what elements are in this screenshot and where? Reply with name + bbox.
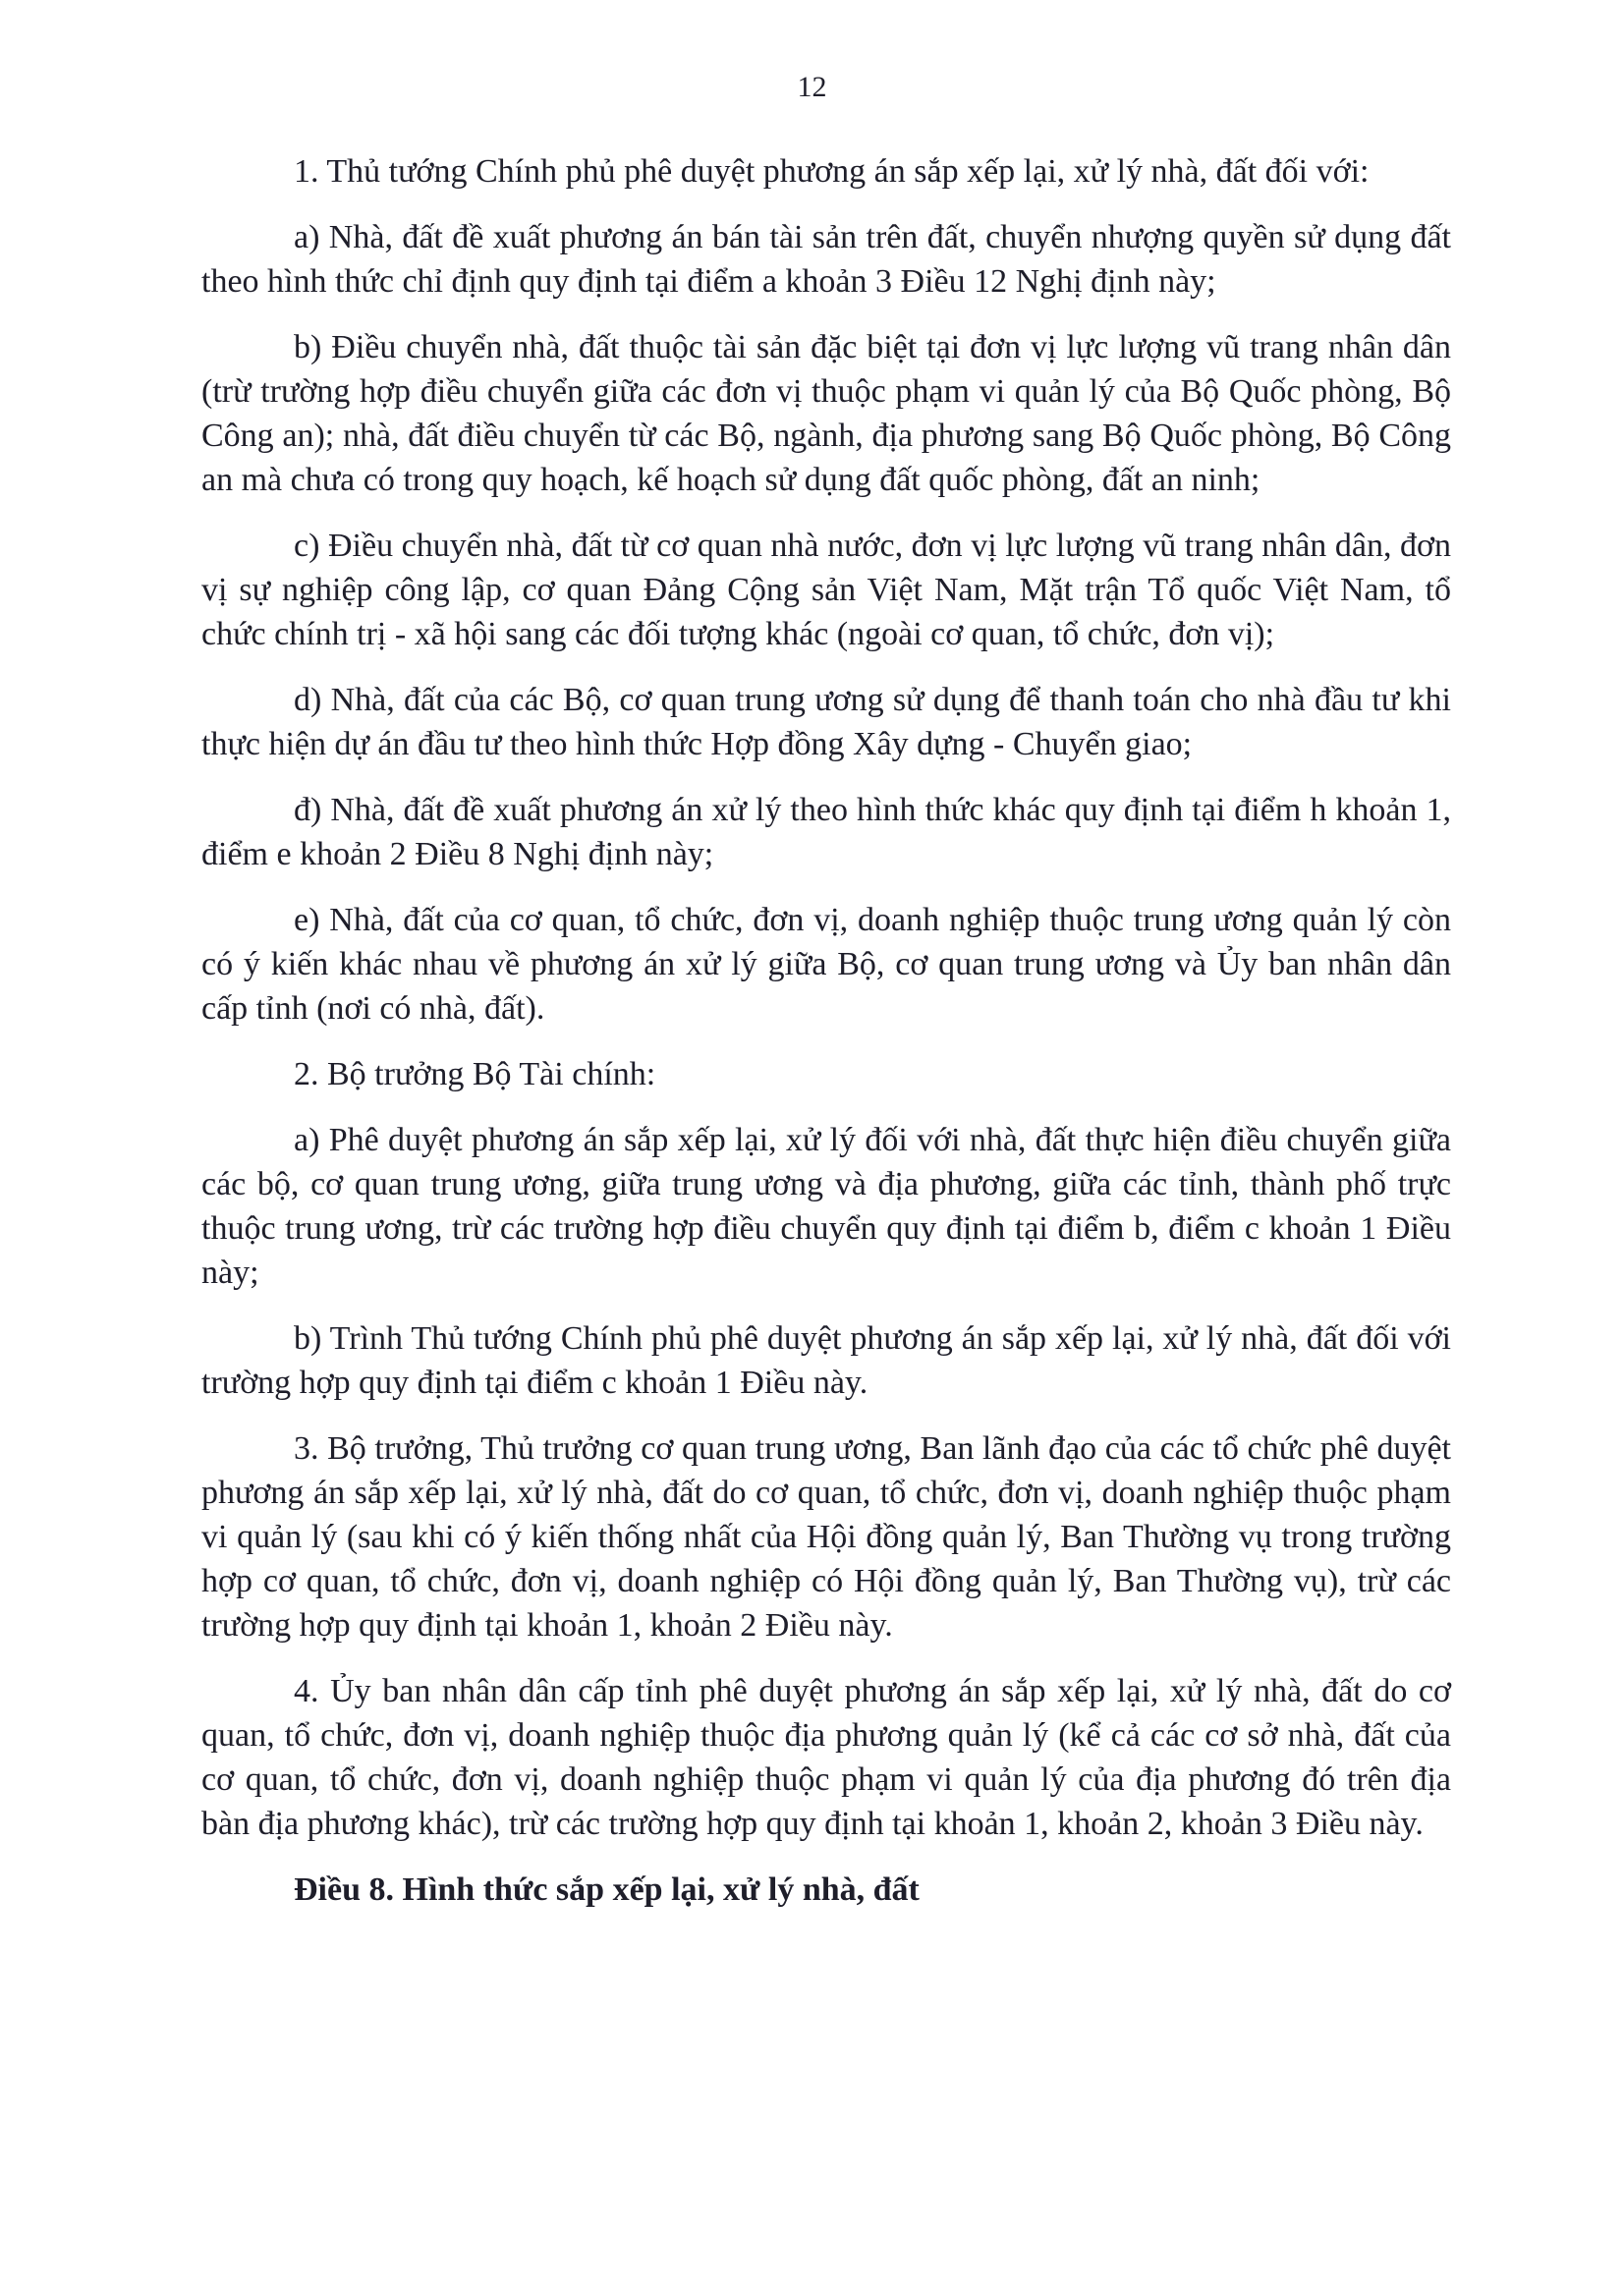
paragraph-khoan-1: 1. Thủ tướng Chính phủ phê duyệt phương án sắp xếp lại, xử lý nhà, đất đối với:	[294, 153, 1370, 190]
paragraph-khoan-3: 3. Bộ trưởng, Thủ trưởng cơ quan trung ương, Ban lãnh đạo của các tổ chức phê duyệt phương án sắp xếp lại, xử lý nhà, đất do cơ quan, tổ chức, đơn vị, doanh nghiệp thuộc phạm vi quản lý (sau khi có ý kiến thống nhất của Hội đồng quản lý, Ban Thường vụ trong trường hợp cơ quan, tổ chức, đơn vị, doanh nghiệp có Hội đồng quản lý, Ban Thường vụ), trừ các trường hợp quy định tại khoản 1, khoản 2 Điều này.	[201, 1430, 1451, 1644]
paragraph-khoan-2: 2. Bộ trưởng Bộ Tài chính:	[294, 1056, 656, 1092]
page-number: 12	[797, 71, 827, 103]
article-heading: Điều 8. Hình thức sắp xếp lại, xử lý nhà, đất	[294, 1871, 920, 1908]
paragraph-2a: a) Phê duyệt phương án sắp xếp lại, xử lý đối với nhà, đất thực hiện điều chuyển giữa các bộ, cơ quan trung ương, giữa trung ương và địa phương, giữa các tỉnh, thành phố trực thuộc trung ương, trừ các trường hợp điều chuyển quy định tại điểm b, điểm c khoản 1 Điều này;	[201, 1122, 1451, 1291]
paragraph-2b: b) Trình Thủ tướng Chính phủ phê duyệt phương án sắp xếp lại, xử lý nhà, đất đối với trường hợp quy định tại điểm c khoản 1 Điều này.	[201, 1320, 1451, 1401]
document-body	[201, 149, 1451, 1933]
paragraph-1a: a) Nhà, đất đề xuất phương án bán tài sản trên đất, chuyển nhượng quyền sử dụng đất theo hình thức chỉ định quy định tại điểm a khoản 3 Điều 12 Nghị định này;	[201, 219, 1451, 300]
paragraph-khoan-4: 4. Ủy ban nhân dân cấp tỉnh phê duyệt phương án sắp xếp lại, xử lý nhà, đất do cơ quan, tổ chức, đơn vị, doanh nghiệp thuộc địa phương quản lý (kể cả các cơ sở nhà, đất của cơ quan, tổ chức, đơn vị, doanh nghiệp thuộc phạm vi quản lý của địa phương đó trên địa bàn địa phương khác), trừ các trường hợp quy định tại khoản 1, khoản 2, khoản 3 Điều này.	[201, 1673, 1451, 1842]
paragraph-1dd: đ) Nhà, đất đề xuất phương án xử lý theo hình thức khác quy định tại điểm h khoản 1, điểm e khoản 2 Điều 8 Nghị định này;	[201, 792, 1451, 872]
paragraph-1d: d) Nhà, đất của các Bộ, cơ quan trung ương sử dụng để thanh toán cho nhà đầu tư khi thực hiện dự án đầu tư theo hình thức Hợp đồng Xây dựng - Chuyển giao;	[201, 682, 1451, 762]
paragraph-1c: c) Điều chuyển nhà, đất từ cơ quan nhà nước, đơn vị lực lượng vũ trang nhân dân, đơn vị sự nghiệp công lập, cơ quan Đảng Cộng sản Việt Nam, Mặt trận Tổ quốc Việt Nam, tổ chức chính trị - xã hội sang các đối tượng khác (ngoài cơ quan, tổ chức, đơn vị);	[201, 528, 1451, 652]
paragraph-1b: b) Điều chuyển nhà, đất thuộc tài sản đặc biệt tại đơn vị lực lượng vũ trang nhân dân (trừ trường hợp điều chuyển giữa các đơn vị thuộc phạm vi quản lý của Bộ Quốc phòng, Bộ Công an); nhà, đất điều chuyển từ các Bộ, ngành, địa phương sang Bộ Quốc phòng, Bộ Công an mà chưa có trong quy hoạch, kế hoạch sử dụng đất quốc phòng, đất an ninh;	[201, 329, 1451, 498]
paragraph-1e: e) Nhà, đất của cơ quan, tổ chức, đơn vị, doanh nghiệp thuộc trung ương quản lý còn có ý kiến khác nhau về phương án xử lý giữa Bộ, cơ quan trung ương và Ủy ban nhân dân cấp tỉnh (nơi có nhà, đất).	[201, 902, 1451, 1027]
